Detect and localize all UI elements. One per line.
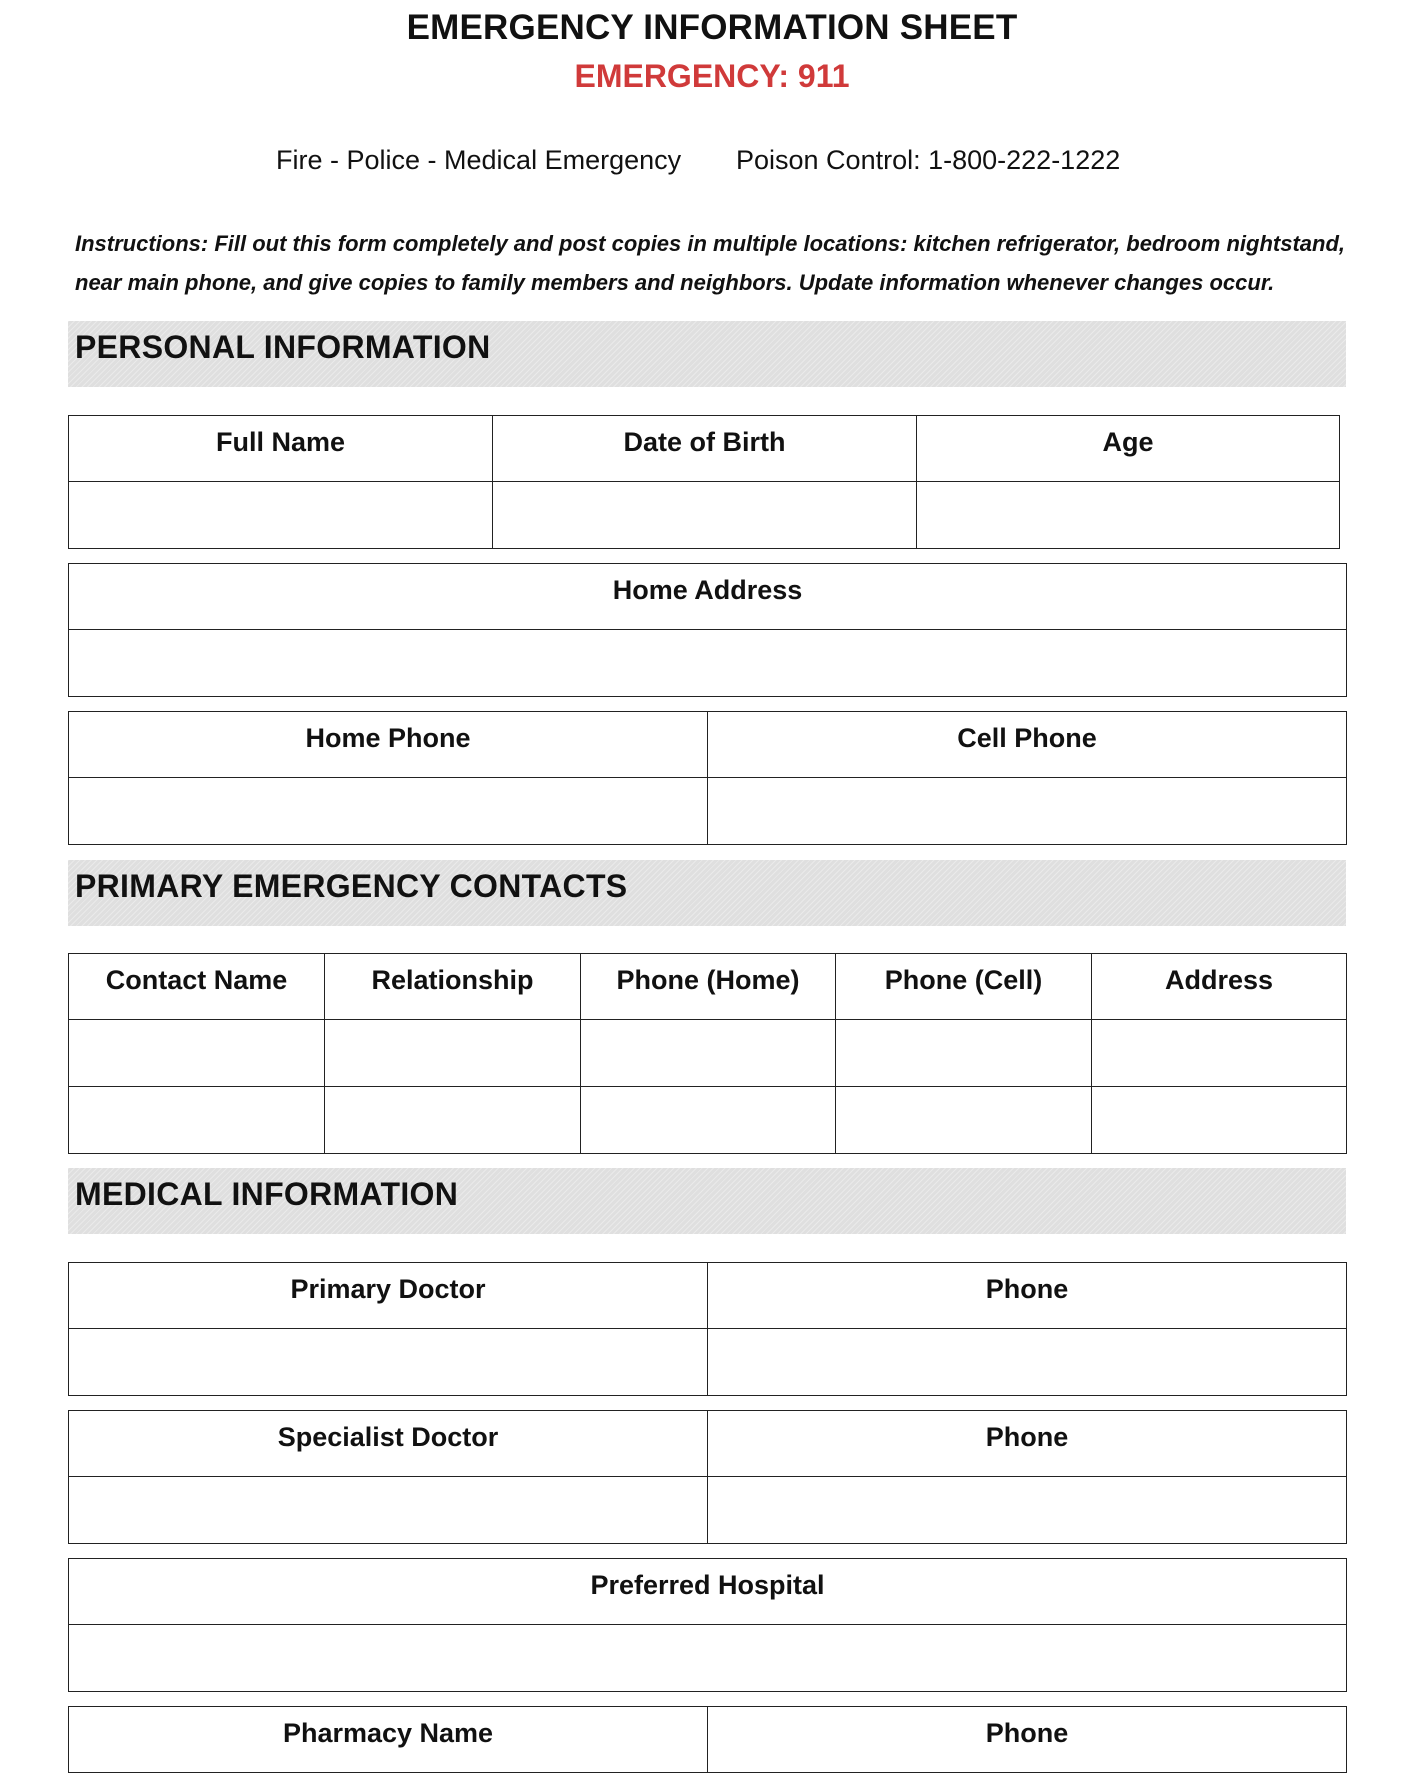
primary-doctor-table bbox=[68, 1262, 1347, 1396]
phone-cell-header: Phone (Cell) bbox=[836, 954, 1092, 1020]
specialist-phone-label: Phone bbox=[708, 1411, 1347, 1477]
home-address-label: Home Address bbox=[69, 564, 1347, 630]
date-of-birth-field[interactable] bbox=[493, 482, 917, 549]
page-title: EMERGENCY INFORMATION SHEET bbox=[406, 8, 1018, 47]
table-row bbox=[69, 1020, 1347, 1087]
phone-home-header: Phone (Home) bbox=[581, 954, 836, 1020]
specialist-doctor-label: Specialist Doctor bbox=[69, 1411, 708, 1477]
primary-doctor-field[interactable] bbox=[69, 1329, 708, 1396]
emergency-number: EMERGENCY: 911 bbox=[574, 58, 850, 94]
preferred-hospital-table bbox=[68, 1558, 1347, 1692]
section-medical-information bbox=[68, 1168, 1346, 1234]
cell-phone-label: Cell Phone bbox=[708, 712, 1347, 778]
home-phone-label: Home Phone bbox=[69, 712, 708, 778]
preferred-hospital-label: Preferred Hospital bbox=[69, 1559, 1347, 1625]
contact-name-field[interactable] bbox=[69, 1020, 325, 1087]
contact-name-header: Contact Name bbox=[69, 954, 325, 1020]
pharmacy-phone-label: Phone bbox=[708, 1707, 1347, 1773]
primary-doctor-phone-field[interactable] bbox=[708, 1329, 1347, 1396]
preferred-hospital-field[interactable] bbox=[69, 1625, 1347, 1692]
instructions-line-2: near main phone, and give copies to family members and neighbors. Update information whenever changes occur. bbox=[75, 270, 1275, 295]
poison-control-text: Poison Control: 1-800-222-1222 bbox=[736, 145, 1121, 175]
phone-cell-field[interactable] bbox=[836, 1087, 1092, 1154]
relationship-field[interactable] bbox=[325, 1020, 581, 1087]
specialist-phone-field[interactable] bbox=[708, 1477, 1347, 1544]
contact-name-field[interactable] bbox=[69, 1087, 325, 1154]
home-address-table bbox=[68, 563, 1347, 697]
services-text: Fire - Police - Medical Emergency bbox=[276, 145, 682, 175]
full-name-field[interactable] bbox=[69, 482, 493, 549]
instructions bbox=[75, 224, 1413, 302]
instructions-line-1: Instructions: Fill out this form completely and post copies in multiple locations: kitchen refrigerator, bedroom nightstand, bbox=[75, 231, 1346, 256]
section-heading: MEDICAL INFORMATION bbox=[75, 1176, 459, 1212]
phone-home-field[interactable] bbox=[581, 1020, 836, 1087]
address-field[interactable] bbox=[1092, 1087, 1347, 1154]
specialist-doctor-table bbox=[68, 1410, 1347, 1544]
phone-table bbox=[68, 711, 1347, 845]
section-primary-emergency-contacts bbox=[68, 860, 1346, 926]
date-of-birth-label: Date of Birth bbox=[493, 416, 917, 482]
contacts-table bbox=[68, 953, 1347, 1154]
primary-doctor-phone-label: Phone bbox=[708, 1263, 1347, 1329]
table-row bbox=[69, 1087, 1347, 1154]
age-field[interactable] bbox=[917, 482, 1340, 549]
phone-cell-field[interactable] bbox=[836, 1020, 1092, 1087]
age-label: Age bbox=[917, 416, 1340, 482]
cell-phone-field[interactable] bbox=[708, 778, 1347, 845]
relationship-header: Relationship bbox=[325, 954, 581, 1020]
full-name-label: Full Name bbox=[69, 416, 493, 482]
relationship-field[interactable] bbox=[325, 1087, 581, 1154]
primary-doctor-label: Primary Doctor bbox=[69, 1263, 708, 1329]
emergency-services-line bbox=[0, 145, 1413, 185]
personal-basic-table bbox=[68, 415, 1340, 549]
pharmacy-name-label: Pharmacy Name bbox=[69, 1707, 708, 1773]
address-header: Address bbox=[1092, 954, 1347, 1020]
home-address-field[interactable] bbox=[69, 630, 1347, 697]
home-phone-field[interactable] bbox=[69, 778, 708, 845]
address-field[interactable] bbox=[1092, 1020, 1347, 1087]
section-heading: PERSONAL INFORMATION bbox=[75, 329, 491, 365]
pharmacy-table bbox=[68, 1706, 1347, 1773]
section-heading: PRIMARY EMERGENCY CONTACTS bbox=[75, 868, 628, 904]
section-personal-information bbox=[68, 321, 1346, 387]
phone-home-field[interactable] bbox=[581, 1087, 836, 1154]
specialist-doctor-field[interactable] bbox=[69, 1477, 708, 1544]
